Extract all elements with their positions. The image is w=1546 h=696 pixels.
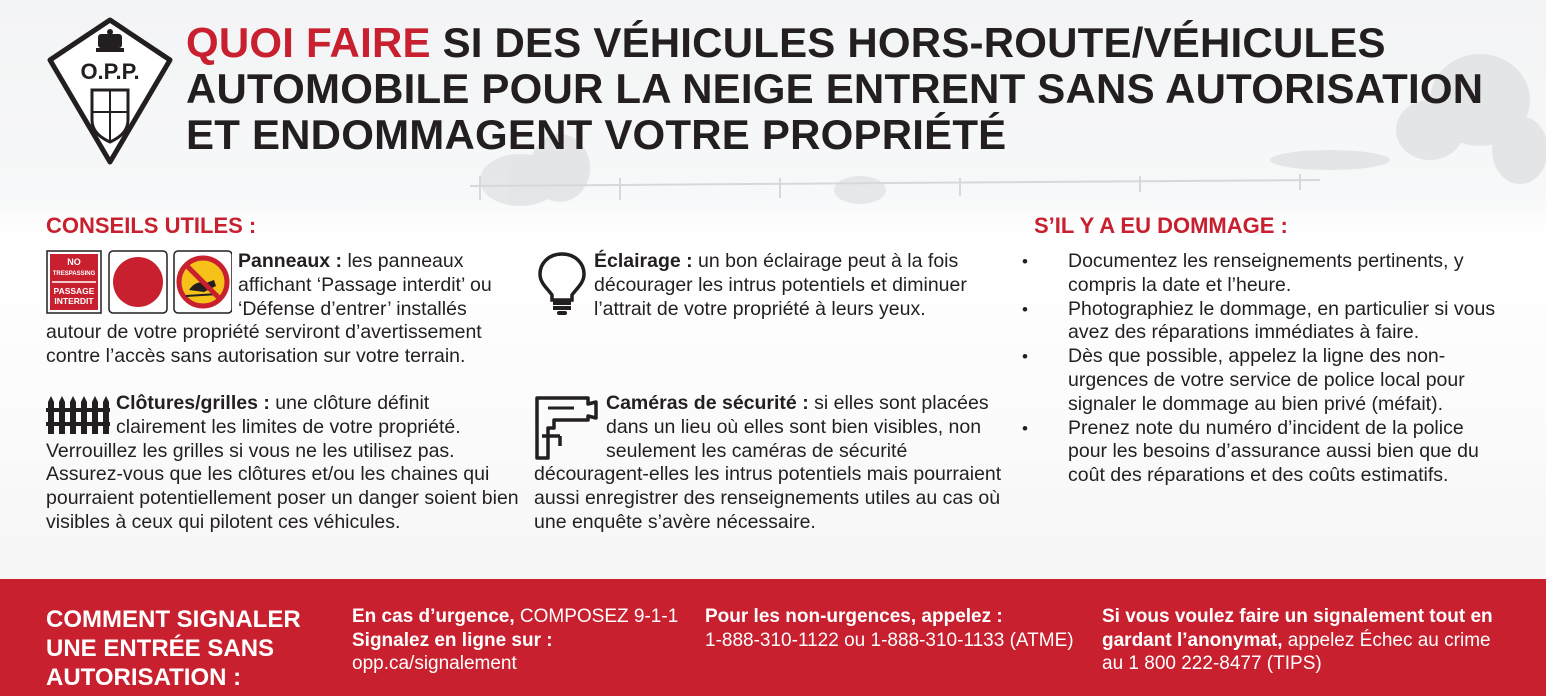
tip-signs-text: les panneaux affichant ‘Passage interdit’ ou ‘Défense d’entrer’ installés autour de votre propriété serviront d’avertissement contre l’accès sans autorisation sur votre terrain. (46, 250, 492, 368)
tip-lighting-text: un bon éclairage peut à la fois décourager les intrus potentiels et diminuer l’attrait de votre propriété à leurs yeux. (594, 250, 967, 320)
online-label: Signalez en ligne sur : (352, 629, 553, 651)
security-camera-icon (534, 394, 600, 460)
reporting-footer (0, 579, 1546, 696)
tips-heading: CONSEILS UTILES : (46, 213, 257, 238)
online-url[interactable]: opp.ca/signalement (352, 653, 517, 674)
tip-cameras-text: si elles sont placées dans un lieu où elles sont bien visibles, non seulement les caméras de sécurité découragent-elles les intrus potentiels mais pourraient aussi enregistrer des renseignements utiles au cas où une enquête s’avère nécessaire. (534, 392, 1002, 533)
tip-cameras-label: Caméras de sécurité : (606, 392, 809, 414)
light-bulb-icon (534, 250, 590, 316)
damage-list (1022, 250, 1502, 488)
emergency-text: COMPOSEZ 9-1-1 (514, 606, 679, 627)
svg-text:INTERDIT: INTERDIT (54, 296, 94, 306)
logo-text: O.P.P. (80, 59, 140, 84)
no-trespassing-signs-icon (46, 250, 232, 314)
tip-fences-label: Clôtures/grilles : (116, 392, 270, 414)
footer-nonemergency (705, 605, 1090, 652)
page-title (186, 20, 1526, 158)
tip-cameras (534, 392, 1012, 535)
footer-heading: COMMENT SIGNALER UNE ENTRÉE SANS AUTORISATION : (46, 606, 301, 691)
svg-text:NO: NO (67, 257, 81, 267)
tip-fences-text: une clôture définit clairement les limites de votre propriété. Verrouillez les grilles si vous ne les utilisez pas. Assurez-vous que les clôtures et/ou les chaines qui pourraient potentiellement poser un danger soient bien visibles à ceux qui pilotent ces véhicules. (46, 392, 519, 533)
nonemergency-label: Pour les non-urgences, appelez : (705, 606, 1003, 627)
anonymous-label: Si vous voulez faire un signalement tout en gardant l’anonymat, (1102, 606, 1493, 651)
opp-badge-icon (44, 16, 176, 166)
tip-fences (46, 392, 524, 535)
damage-item: • Documentez les renseignements pertinents, y compris la date et l’heure. (1022, 250, 1502, 298)
fence-icon (46, 394, 110, 434)
tip-lighting-label: Éclairage : (594, 250, 693, 272)
damage-item: • Dès que possible, appelez la ligne des non-urgences de votre service de police local pour signaler le dommage au bien privé (méfait). (1022, 345, 1502, 416)
tip-signs (46, 250, 524, 369)
anonymous-text: appelez Échec au crime au 1 800 222-8477 (TIPS) (1102, 629, 1491, 674)
svg-text:TRESPASSING: TRESPASSING (52, 271, 96, 277)
nonemergency-numbers: 1-888-310-1122 ou 1-888-310-1133 (ATME) (705, 629, 1074, 651)
svg-text:PASSAGE: PASSAGE (53, 286, 95, 296)
damage-item: • Prenez note du numéro d’incident de la police pour les besoins d’assurance aussi bien que du coût des réparations et des coûts estimatifs. (1022, 417, 1502, 488)
tip-signs-label: Panneaux : (238, 250, 343, 272)
footer-anonymous (1102, 605, 1512, 676)
tip-lighting (534, 250, 1010, 321)
title-accent: QUOI FAIRE (186, 19, 431, 66)
title-rest: SI DES VÉHICULES HORS-ROUTE/VÉHICULES AUTOMOBILE POUR LA NEIGE ENTRENT SANS AUTORISATION ET ENDOMMAGENT VOTRE PROPRIÉTÉ (186, 19, 1484, 158)
damage-item: • Photographiez le dommage, en particulier si vous avez des réparations immédiates à faire. (1022, 298, 1502, 346)
footer-emergency (352, 605, 697, 676)
damage-heading: S’IL Y A EU DOMMAGE : (1034, 213, 1288, 238)
emergency-label: En cas d’urgence, (352, 606, 515, 627)
